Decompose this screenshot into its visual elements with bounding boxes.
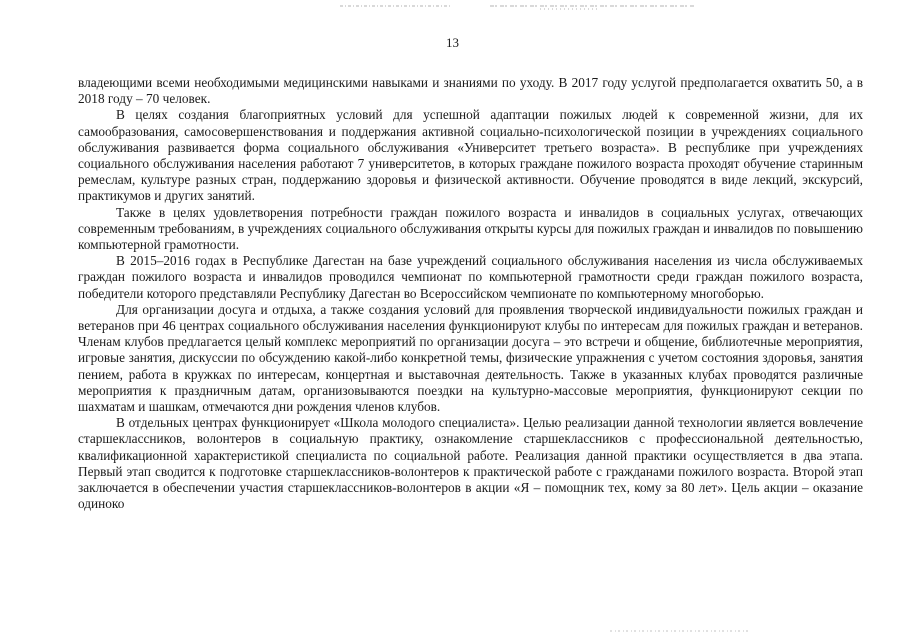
- document-body: [78, 75, 863, 512]
- paragraph: В целях создания благоприятных условий для успешной адаптации пожилых людей к современной жизни, для их самообразования, самосовершенствования и поддержания активной социально-психологической позиции в учреждениях социального обслуживания развивается форма социального обслуживания «Университет третьего возраста». В республике при учреждениях социального обслуживания населения работают 7 университетов, в которых граждане пожилого возраста проходят обучение старинным ремеслам, культуре разных стран, поддержанию здоровья и физической активности. Обучение проводятся в виде лекций, экскурсий, практикумов и других занятий.: [78, 107, 863, 204]
- paragraph: Также в целях удовлетворения потребности граждан пожилого возраста и инвалидов в социальных услугах, отвечающих современным требованиям, в учреждениях социального обслуживания открыты курсы для пожилых граждан и инвалидов по повышению компьютерной грамотности.: [78, 204, 863, 253]
- paragraph: В отдельных центрах функционирует «Школа молодого специалиста». Целью реализации данной технологии является вовлечение старшеклассников, волонтеров в социальную практику, ознакомление старшеклассников с профессиональной деятельностью, квалификационной характеристикой специалиста по социальной работе. Реализация данной практики осуществляется в два этапа. Первый этап сводится к подготовке старшеклассников-волонтеров к практической работе с гражданами пожилого возраста. Второй этап заключается в обеспечении участия старшеклассников-волонтеров в акции «Я – помощник тех, кому за 80 лет». Цель акции – оказание одиноко: [78, 415, 863, 512]
- scan-artifact-top: [340, 3, 700, 11]
- paragraph: В 2015–2016 годах в Республике Дагестан на базе учреждений социального обслуживания населения из числа обслуживаемых граждан пожилого возраста и инвалидов проводился чемпионат по компьютерной грамотности среди граждан пожилого возраста, победители которого представляли Республику Дагестан во Всероссийском чемпионате по компьютерному многоборью.: [78, 253, 863, 301]
- scan-artifact-bottom: [610, 628, 750, 634]
- page-number: 13: [446, 35, 459, 50]
- paragraph: владеющими всеми необходимыми медицинскими навыками и знаниями по уходу. В 2017 году услугой предполагается охватить 50, а в 2018 году – 70 человек.: [78, 75, 863, 107]
- paragraph: Для организации досуга и отдыха, а также создания условий для проявления творческой индивидуальности пожилых граждан и ветеранов при 46 центрах социального обслуживания населения функционируют клубы по интересам для пожилых граждан и ветеранов. Членам клубов предлагается целый комплекс мероприятий по организации досуга – это встречи и общение, библиотечные мероприятия, игровые занятия, дискуссии по обсуждению какой-либо конкретной темы, физические упражнения с учетом состояния здоровья, занятия пением, работа в кружках по интересам, концертная и выставочная деятельность. Также в указанных клубах проводятся различные мероприятия к праздничным датам, организовываются поездки на культурно-массовые мероприятия, функционируют секции по шахматам и шашкам, отмечаются дни рождения членов клубов.: [78, 301, 863, 415]
